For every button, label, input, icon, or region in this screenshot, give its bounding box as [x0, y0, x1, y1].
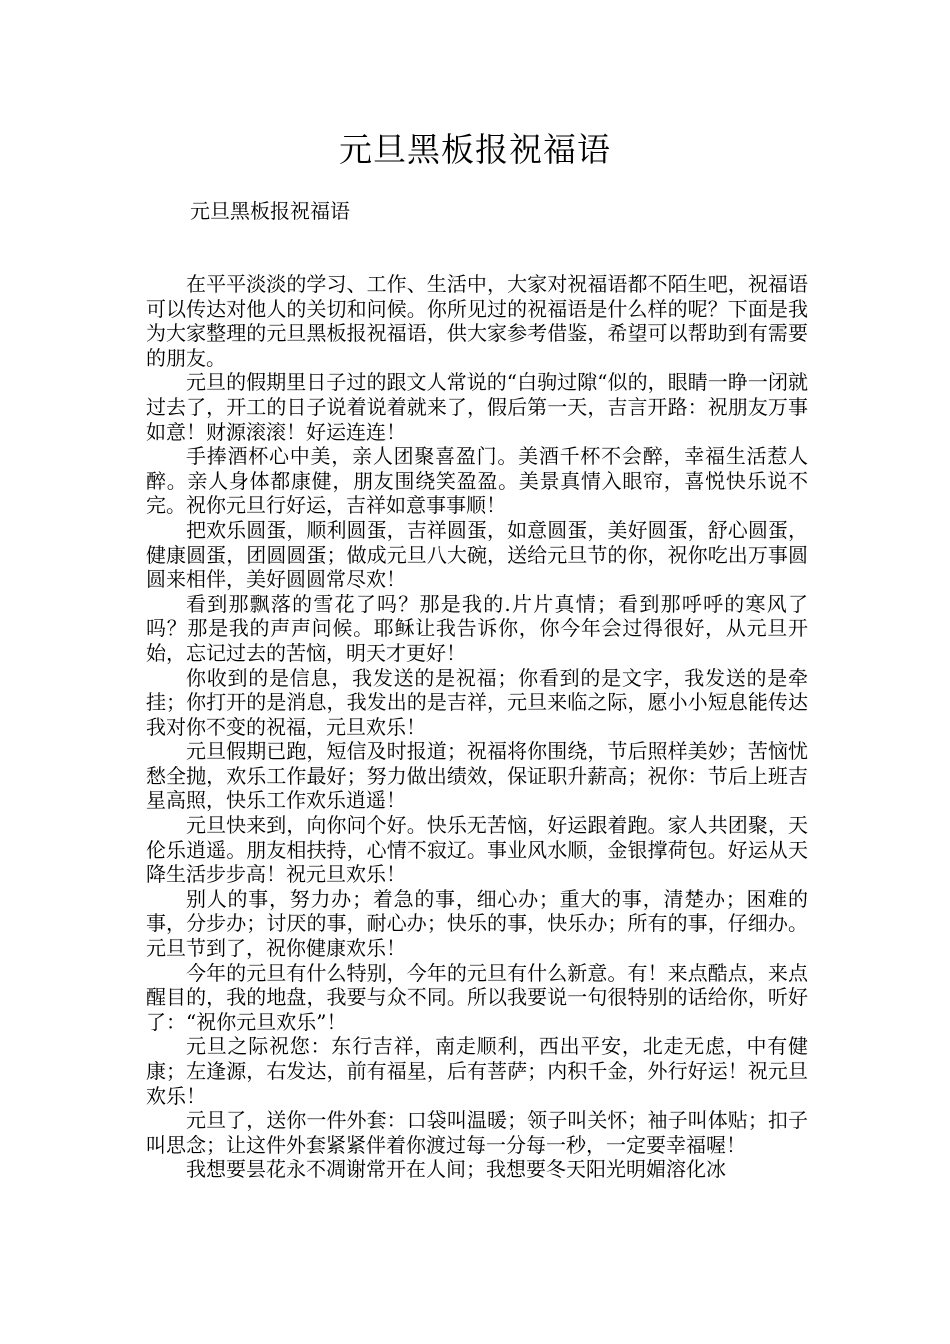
document-subtitle: 元旦黑板报祝福语 — [190, 199, 350, 223]
paragraph: 元旦了，送你一件外套：口袋叫温暖；领子叫关怀；袖子叫体贴；扣子叫思念；让这件外套紧紧伴着你渡过每一分每一秒，一定要幸福喔！ — [146, 1108, 808, 1157]
paragraph: 今年的元旦有什么特别，今年的元旦有什么新意。有！来点酷点，来点醒目的，我的地盘，我要与众不同。所以我要说一句很特别的话给你，听好了：“祝你元旦欢乐”！ — [146, 960, 808, 1034]
paragraph: 把欢乐圆蛋，顺利圆蛋，吉祥圆蛋，如意圆蛋，美好圆蛋，舒心圆蛋，健康圆蛋，团圆圆蛋；做成元旦八大碗，送给元旦节的你，祝你吃出万事圆圆来相伴，美好圆圆常尽欢！ — [146, 517, 808, 592]
paragraph: 元旦假期已跑，短信及时报道；祝福将你围绕，节后照样美妙；苦恼忧愁全抛，欢乐工作最好；努力做出绩效，保证职升薪高；祝你：节后上班吉星高照，快乐工作欢乐逍遥！ — [146, 739, 808, 813]
paragraph: 别人的事，努力办；着急的事，细心办；重大的事，清楚办；困难的事，分步办；讨厌的事，耐心办；快乐的事，快乐办；所有的事，仔细办。元旦节到了，祝你健康欢乐！ — [146, 886, 808, 961]
paragraph: 元旦快来到，向你问个好。快乐无苦恼，好运跟着跑。家人共团聚，天伦乐逍遥。朋友相扶持，心情不寂辽。事业风水顺，金银撑荷包。好运从天降生活步步高！祝元旦欢乐！ — [146, 813, 808, 887]
paragraph: 元旦之际祝您：东行吉祥，南走顺利，西出平安，北走无虑，中有健康；左逢源，右发达，前有福星，后有菩萨；内积千金，外行好运！祝元旦欢乐！ — [146, 1034, 808, 1108]
paragraph-truncated: 我想要昙花永不凋谢常开在人间；我想要冬天阳光明媚溶化冰 — [186, 1157, 726, 1182]
paragraph: 你收到的是信息，我发送的是祝福；你看到的是文字，我发送的是牵挂；你打开的是消息，我发出的是吉祥，元旦来临之际，愿小小短息能传达我对你不变的祝福，元旦欢乐！ — [146, 665, 808, 739]
paragraph: 看到那飘落的雪花了吗？那是我的.片片真情；看到那呼呼的寒风了吗？那是我的声声问候。耶稣让我告诉你，你今年会过得很好，从元旦开始，忘记过去的苦恼，明天才更好！ — [146, 591, 808, 665]
paragraph: 元旦的假期里日子过的跟文人常说的“白驹过隙“似的，眼睛一睁一闭就过去了，开工的日子说着说着就来了，假后第一天，吉言开路：祝朋友万事如意！财源滚滚！好运连连！ — [146, 370, 808, 444]
paragraph: 手捧酒杯心中美，亲人团聚喜盈门。美酒千杯不会醉，幸福生活惹人醉。亲人身体都康健，朋友围绕笑盈盈。美景真情入眼帘，喜悦快乐说不完。祝你元旦行好运，吉祥如意事事顺！ — [146, 444, 808, 518]
document-title: 元旦黑板报祝福语 — [339, 130, 611, 169]
paragraph-intro: 在平平淡淡的学习、工作、生活中，大家对祝福语都不陌生吧，祝福语可以传达对他人的关切和问候。你所见过的祝福语是什么样的呢？下面是我为大家整理的元旦黑板报祝福语，供大家参考借鉴，希望可以帮助到有需要的朋友。 — [146, 272, 808, 370]
document-body — [146, 272, 808, 1182]
